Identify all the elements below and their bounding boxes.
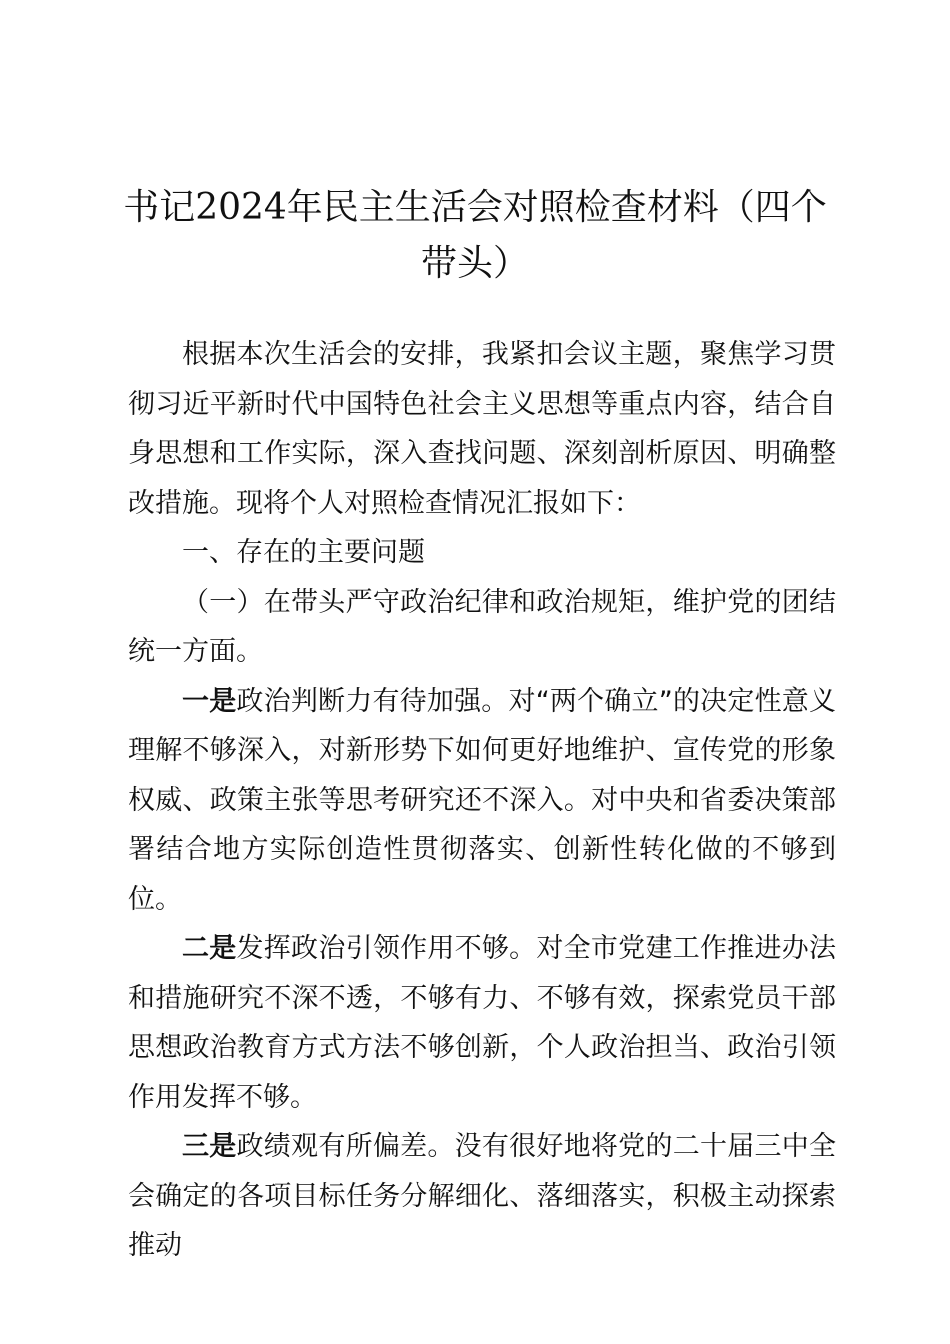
paragraph-lead: 一是 xyxy=(182,685,237,717)
paragraph-lead: 三是 xyxy=(182,1131,237,1162)
paragraph-point-3 xyxy=(128,1122,836,1271)
section-heading xyxy=(128,528,836,578)
paragraph-text: （一）在带头严守政治纪律和政治规矩，维护党的团结统一方面。 xyxy=(128,586,836,667)
paragraph-lead: 二是 xyxy=(182,933,237,964)
paragraph-intro xyxy=(128,330,836,528)
paragraph-text: 根据本次生活会的安排，我紧扣会议主题，聚焦学习贯彻习近平新时代中国特色社会主义思想等重点内容，结合自身思想和工作实际，深入查找问题、深刻剖析原因、明确整改措施。现将个人对照检查情况汇报如下： xyxy=(128,339,836,519)
paragraph-text: 发挥政治引领作用不够。对全市党建工作推进办法和措施研究不深不透，不够有力、不够有效，探索党员干部思想政治教育方式方法不够创新，个人政治担当、政治引领作用发挥不够。 xyxy=(128,933,837,1113)
document-title: 书记2024年民主生活会对照检查材料（四个带头） xyxy=(123,187,827,284)
paragraph-text: 政绩观有所偏差。没有很好地将党的二十届三中全会确定的各项目标任务分解细化、落细落实，积极主动探索推动 xyxy=(128,1131,837,1261)
paragraph-text: 政治判断力有待加强。对“两个确立”的决定性意义理解不够深入，对新形势下如何更好地维护、宣传党的形象权威、政策主张等思考研究还不深入。对中央和省委决策部署结合地方实际创造性贯彻落实、创新性转化做的不够到位。 xyxy=(128,685,836,915)
paragraph-point-2 xyxy=(128,924,836,1122)
paragraph-text: 一、存在的主要问题 xyxy=(182,537,425,568)
document-body xyxy=(128,330,836,1271)
subsection-heading xyxy=(128,578,836,677)
paragraph-point-1 xyxy=(128,677,836,925)
